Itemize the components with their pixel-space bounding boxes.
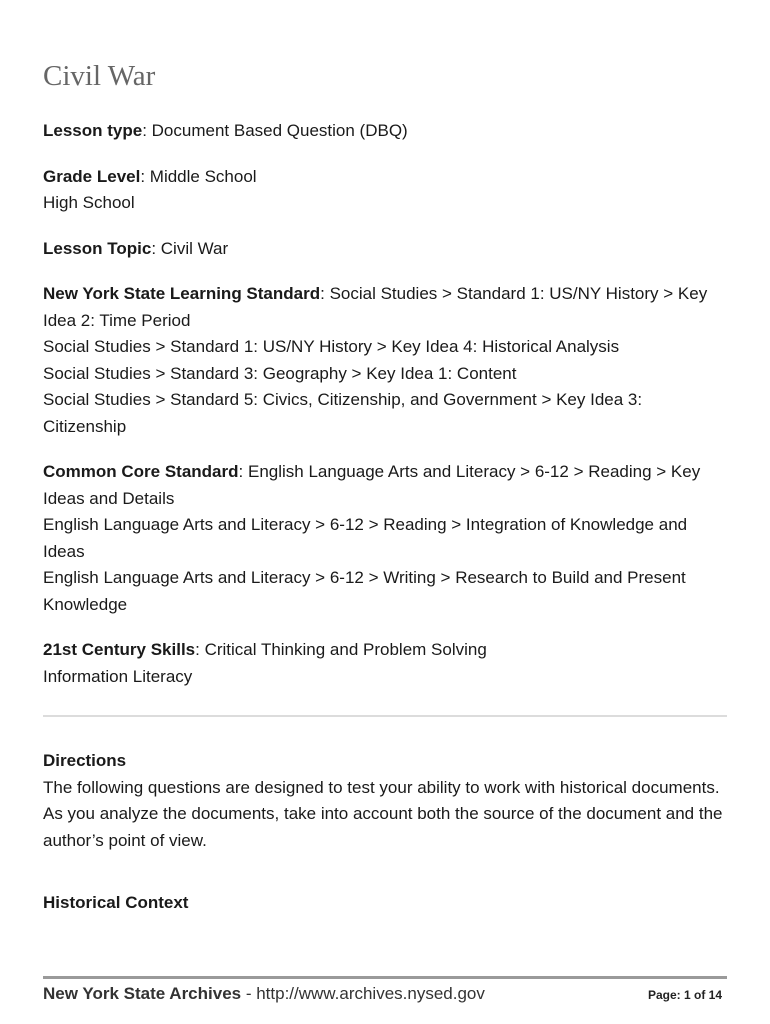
nys-standard-value: Social Studies > Standard 1: US/NY History > Key Idea 2: Time Period [43,284,708,330]
nys-standard-block: New York State Learning Standard: Social Studies > Standard 1: US/NY History > Key Idea 2: Time Period Social Studies > Standard 1: US/NY History > Key Idea 4: Historical Analysis Social Studies > Standard 3: Geography > Key Idea 1: Content Social Studies > Standard 5: Civics, Citizenship, and Government > Key Idea 3: Citizenship [43,281,727,440]
lesson-type-value: Document Based Question (DBQ) [151,121,408,140]
lesson-type-label: Lesson type [43,121,143,140]
footer-org: New York State Archives [43,984,242,1003]
footer-divider [43,976,727,979]
common-core-value: English Language Arts and Literacy > 6-12 > Writing > Research to Build and Present Knowledge [43,568,686,614]
page-number: Page: 1 of 14 [647,988,722,1002]
nys-standard-value: Social Studies > Standard 1: US/NY History > Key Idea 4: Historical Analysis [43,337,620,356]
directions-section [43,748,727,854]
common-core-block: Common Core Standard: English Language Arts and Literacy > 6-12 > Reading > Key Ideas and Details English Language Arts and Literacy > 6-12 > Reading > Integration of Knowledge and Ideas English Language Arts and Literacy > 6-12 > Writing > Research to Build and Present Knowledge [43,459,727,618]
footer-url-link[interactable]: http://www.archives.nysed.gov [256,984,485,1003]
page-title: Civil War [43,60,156,92]
section-divider [43,715,727,717]
nys-standard-value: Social Studies > Standard 3: Geography > Key Idea 1: Content [43,363,517,383]
grade-level-value: High School [43,193,135,212]
century-skills-value: Critical Thinking and Problem Solving [204,640,487,659]
footer-source [43,984,485,1004]
historical-context-heading: Historical Context [43,893,189,912]
century-skills-label: 21st Century Skills [43,640,196,659]
lesson-metadata [43,118,727,709]
century-skills-value: Information Literacy [43,666,193,686]
lesson-topic-block: Lesson Topic: Civil War [43,238,229,258]
grade-level-block: Grade Level: Middle School High School [43,164,727,217]
century-skills-block: 21st Century Skills: Critical Thinking and Problem Solving Information Literacy [43,637,727,690]
nys-standard-label: New York State Learning Standard [43,284,321,303]
common-core-label: Common Core Standard [43,462,239,481]
lesson-type-block: Lesson type: Document Based Question (DBQ) [43,121,408,140]
lesson-topic-value: Civil War [160,238,229,258]
grade-level-value: Middle School [149,166,257,186]
directions-text: The following questions are designed to test your ability to work with historical documents. As you analyze the documents, take into account both the source of the document and the author’s point of view. [43,777,723,850]
common-core-value: English Language Arts and Literacy > 6-12 > Reading > Integration of Knowledge and Ideas [43,515,688,561]
grade-level-label: Grade Level [43,166,141,186]
directions-heading: Directions [43,751,127,770]
common-core-value: English Language Arts and Literacy > 6-12 > Reading > Key Ideas and Details [43,462,701,508]
footer-separator: - [241,984,257,1003]
lesson-topic-label: Lesson Topic [43,238,152,258]
nys-standard-value: Social Studies > Standard 5: Civics, Citizenship, and Government > Key Idea 3: Citizenship [43,390,643,436]
